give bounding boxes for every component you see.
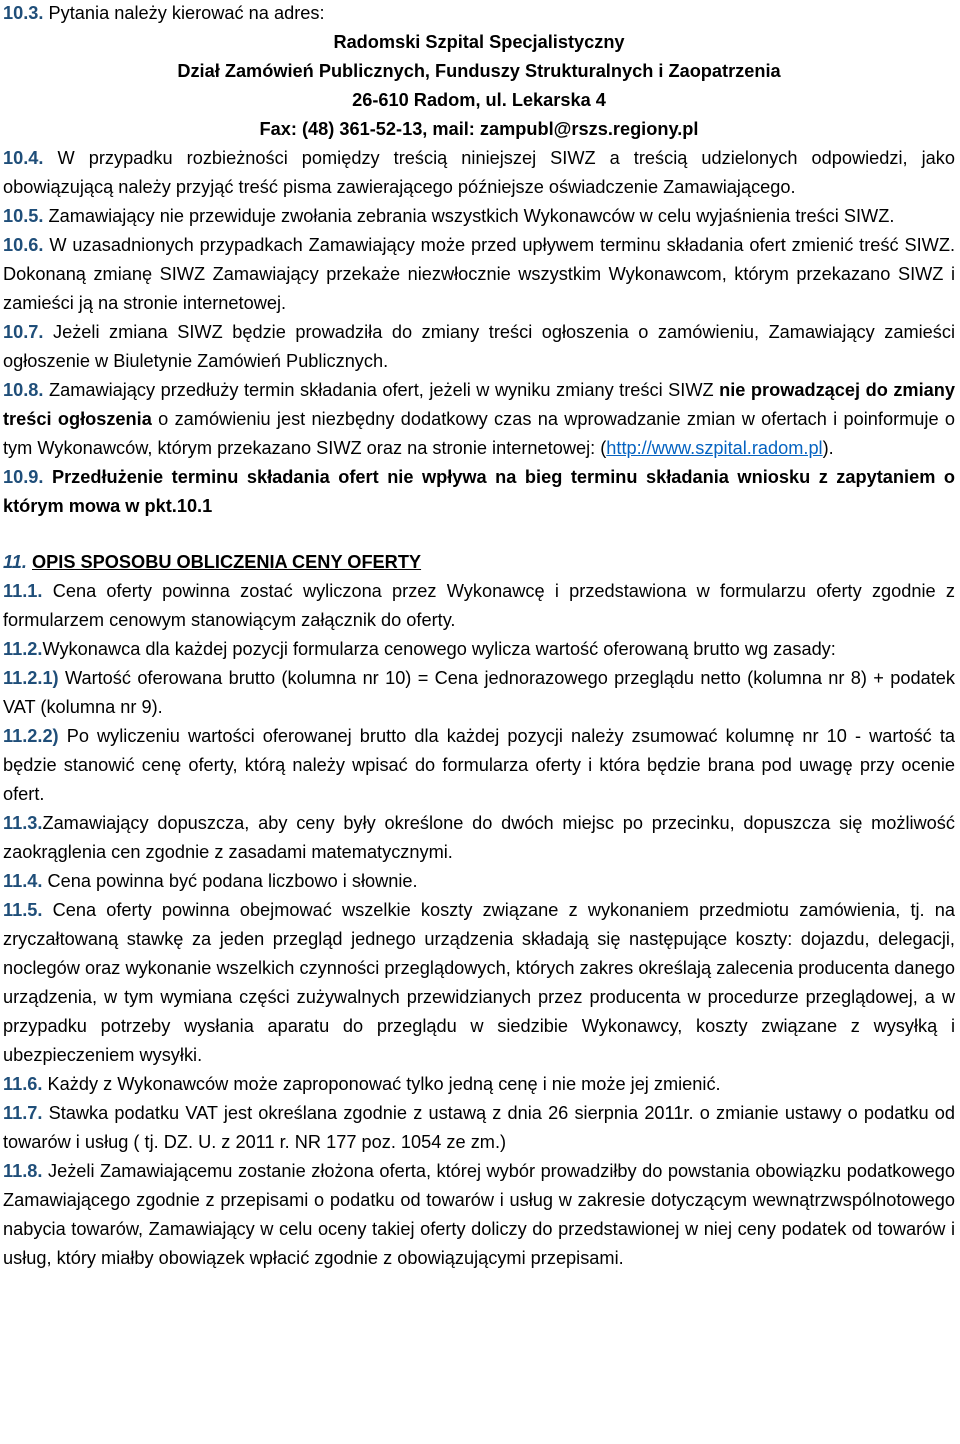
section-text-part-b: o zamówieniu jest niezbędny dodatkowy czas na wprowadzanie zmian w ofertach i poinformuje o tym Wykonawców, którym przekazano SIWZ oraz na stronie internetowej: (: [3, 409, 955, 458]
section-text-part-a: Zamawiający przedłuży termin składania ofert, jeżeli w wyniku zmiany treści SIWZ: [48, 380, 720, 400]
spacer: [3, 521, 955, 548]
section-11-2-1: [3, 664, 955, 722]
section-number: 10.9.: [3, 467, 44, 487]
section-text: Jeżeli zmiana SIWZ będzie prowadziła do zmiany treści ogłoszenia o zamówieniu, Zamawiający zamieści ogłoszenie w Biuletynie Zamówień Publicznych.: [3, 322, 955, 371]
section-number: 10.4.: [3, 148, 44, 168]
section-11-1: [3, 577, 955, 635]
section-text: Wykonawca dla każdej pozycji formularza cenowego wylicza wartość oferowaną brutto wg zasady:: [42, 639, 836, 659]
section-11-4: [3, 867, 955, 896]
section-number: 11.6.: [3, 1074, 43, 1094]
document-page: [3, 0, 955, 1273]
section-text: Przedłużenie terminu składania ofert nie wpływa na bieg terminu składania wniosku z zapytaniem o którym mowa w pkt.10.1: [3, 467, 955, 516]
section-11-7: [3, 1099, 955, 1157]
section-11-6: [3, 1070, 955, 1099]
section-11-2: [3, 635, 955, 664]
section-text-bold: nie prowadzącej do zmiany treści ogłoszenia: [3, 380, 955, 429]
address-line-4: Fax: (48) 361-52-13, mail: zampubl@rszs.regiony.pl: [259, 119, 699, 139]
section-10-7: [3, 318, 955, 376]
section-10-4: [3, 144, 955, 202]
section-number: 11.2.2): [3, 726, 59, 746]
section-10-3: [3, 0, 955, 28]
section-number: 10.5.: [3, 206, 44, 226]
section-text: W uzasadnionych przypadkach Zamawiający może przed upływem terminu składania ofert zmienić treść SIWZ. Dokonaną zmianę SIWZ Zamawiający przekaże niezwłocznie wszystkim Wykonawcom, którym przekazano SIWZ i zamieści ją na stronie internetowej.: [3, 235, 956, 313]
section-number: 11.5.: [3, 900, 43, 920]
section-text: Stawka podatku VAT jest określana zgodnie z ustawą z dnia 26 sierpnia 2011r. o zmianie ustawy o podatku od towarów i usług ( tj. DZ. U. z 2011 r. NR 177 poz. 1054 ze zm.): [3, 1103, 955, 1152]
section-10-8: [3, 376, 955, 463]
section-text-part-c: ).: [822, 438, 834, 458]
section-text: W przypadku rozbieżności pomiędzy treścią niniejszej SIWZ a treścią udzielonych odpowiedzi, jako obowiązującą należy przyjąć treść pisma zawierającego późniejsze oświadczenie Zamawiającego.: [3, 148, 955, 197]
section-text: Cena oferty powinna zostać wyliczona przez Wykonawcę i przedstawiona w formularzu oferty zgodnie z formularzem cenowym stanowiącym załącznik do oferty.: [3, 581, 955, 630]
section-number: 10.3.: [3, 3, 44, 23]
section-number: 11.3.: [3, 813, 43, 833]
section-number: 11.1.: [3, 581, 43, 601]
section-11-heading: [3, 548, 955, 577]
section-number: 11.2.1): [3, 668, 59, 688]
section-11-5: [3, 896, 955, 1070]
section-text: Pytania należy kierować na adres:: [48, 3, 325, 23]
address-line-2: Dział Zamówień Publicznych, Funduszy Strukturalnych i Zaopatrzenia: [177, 61, 781, 81]
section-text: Cena oferty powinna obejmować wszelkie koszty związane z wykonaniem przedmiotu zamówienia, tj. na zryczałtowaną stawkę za jeden przegląd jednego urządzenia składają się następujące koszty: dojazdu, delegacji, noclegów oraz wykonanie wszelkich czynności przeglądowych, których zakres określają zalecenia producenta danego urządzenia, w tym wymiana części zużywalnych przewidzianych przez producenta w procedurze przeglądowej, a w przypadku potrzeby wysłania aparatu do przeglądu w siedzibie Wykonawcy, koszty związane z wysyłką i ubezpieczeniem wysyłki.: [3, 900, 955, 1065]
section-text: Jeżeli Zamawiającemu zostanie złożona oferta, której wybór prowadziłby do powstania obowiązku podatkowego Zamawiającego zgodnie z przepisami o podatku od towarów i usług w zakresie dotyczącym wewnątrzwspólnotowego nabycia towarów, Zamawiający w celu oceny takiej oferty doliczy do przedstawionej w niej ceny podatek od towarów i usług, który miałby obowiązek wpłacić zgodnie z obowiązującymi przepisami.: [3, 1161, 955, 1268]
section-10-9: [3, 463, 955, 521]
section-number: 11.2.: [3, 639, 43, 659]
hospital-website-link[interactable]: http://www.szpital.radom.pl: [606, 438, 823, 458]
section-number: 11.4.: [3, 871, 43, 891]
section-number: 10.7.: [3, 322, 44, 342]
section-title: OPIS SPOSOBU OBLICZENIA CENY OFERTY: [32, 552, 422, 572]
section-number: 11.8.: [3, 1161, 43, 1181]
section-text: Zamawiający nie przewiduje zwołania zebrania wszystkich Wykonawców w celu wyjaśnienia treści SIWZ.: [48, 206, 895, 226]
section-text: Każdy z Wykonawców może zaproponować tylko jedną cenę i nie może jej zmienić.: [47, 1074, 721, 1094]
section-11-3: [3, 809, 955, 867]
section-11-2-2: [3, 722, 955, 809]
section-text: Wartość oferowana brutto (kolumna nr 10) = Cena jednorazowego przeglądu netto (kolumna nr 8) + podatek VAT (kolumna nr 9).: [3, 668, 955, 717]
section-11-8: [3, 1157, 955, 1273]
section-number: 10.8.: [3, 380, 44, 400]
section-10-6: [3, 231, 955, 318]
address-line-3: 26-610 Radom, ul. Lekarska 4: [352, 90, 606, 110]
section-text: Cena powinna być podana liczbowo i słownie.: [47, 871, 418, 891]
section-number: 10.6.: [3, 235, 44, 255]
section-text: Po wyliczeniu wartości oferowanej brutto dla każdej pozycji należy zsumować kolumnę nr 10 - wartość ta będzie stanowić cenę oferty, którą należy wpisać do formularza oferty i która będzie brana pod uwagę przy ocenie ofert.: [3, 726, 955, 804]
address-line-1: Radomski Szpital Specjalistyczny: [333, 32, 625, 52]
section-number: 11.: [3, 552, 27, 572]
section-10-5: [3, 202, 955, 231]
section-text: Zamawiający dopuszcza, aby ceny były określone do dwóch miejsc po przecinku, dopuszcza się możliwość zaokrąglenia cen zgodnie z zasadami matematycznymi.: [3, 813, 955, 862]
section-number: 11.7.: [3, 1103, 43, 1123]
